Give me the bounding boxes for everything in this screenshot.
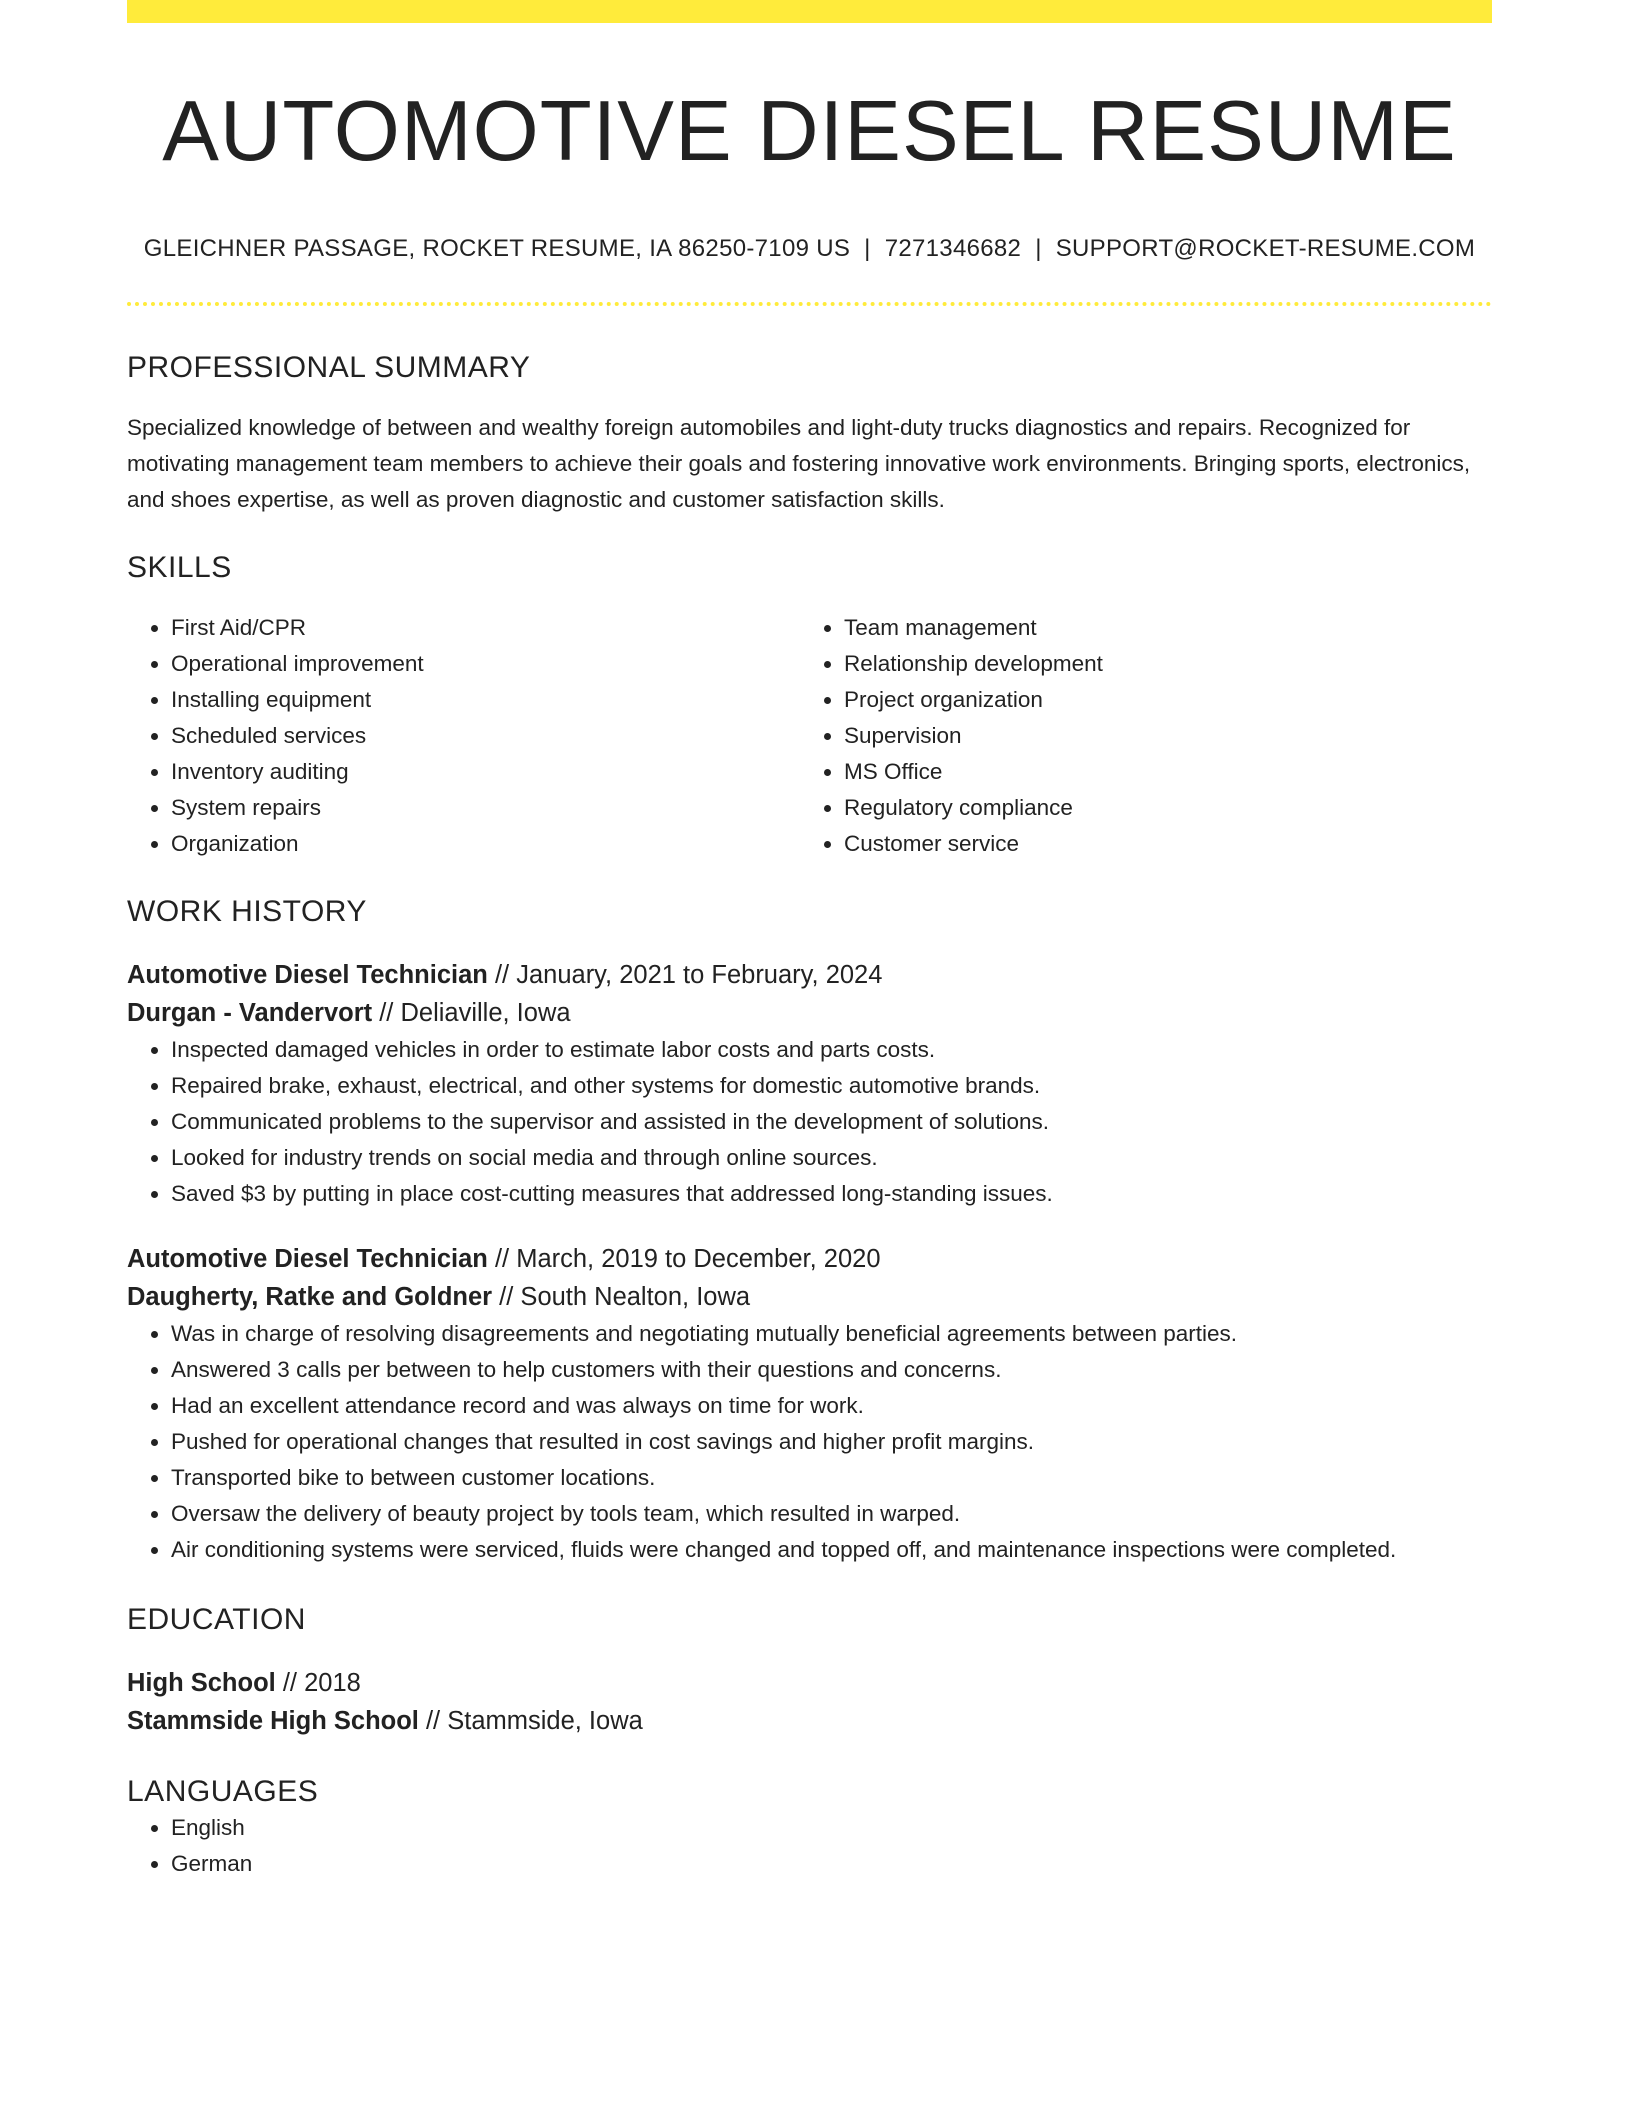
job-bullets: [127, 1032, 1492, 1212]
skills-list-right: [800, 610, 1473, 862]
job-bullet: • Inspected damaged vehicles in order to estimate labor costs and parts costs.: [171, 1032, 1492, 1068]
skill-item: • First Aid/CPR: [171, 610, 800, 646]
skill-item: • Customer service: [844, 826, 1473, 862]
skills-heading: SKILLS: [127, 551, 232, 585]
job-bullet: • Repaired brake, exhaust, electrical, and other systems for domestic automotive brands.: [171, 1068, 1492, 1104]
education-school: Stammside High School: [127, 1707, 419, 1736]
job-entry: [127, 1240, 1492, 1568]
accent-top-bar: [127, 0, 1492, 23]
language-item: • German: [171, 1846, 1492, 1882]
skill-item: • Scheduled services: [171, 718, 800, 754]
work-history-heading: WORK HISTORY: [127, 895, 367, 929]
job-bullet: • Saved $3 by putting in place cost-cutting measures that addressed long-standing issues.: [171, 1176, 1492, 1212]
skills-grid: [127, 610, 1492, 862]
skill-item: • Team management: [844, 610, 1473, 646]
job-bullet: • Looked for industry trends on social media and through online sources.: [171, 1140, 1492, 1176]
skill-item: • Project organization: [844, 682, 1473, 718]
education-school-line: [127, 1702, 1492, 1740]
job-bullet: • Oversaw the delivery of beauty project by tools team, which resulted in warped.: [171, 1496, 1492, 1532]
skill-item: • MS Office: [844, 754, 1473, 790]
job-title: Automotive Diesel Technician: [127, 1245, 488, 1274]
job-bullet: • Transported bike to between customer locations.: [171, 1460, 1492, 1496]
skill-item: • Organization: [171, 826, 800, 862]
education-heading: EDUCATION: [127, 1603, 306, 1637]
job-title-line: [127, 1240, 1492, 1278]
contact-separator: |: [864, 234, 871, 262]
languages-list: [127, 1810, 1492, 1882]
skill-item: • Regulatory compliance: [844, 790, 1473, 826]
skill-item: • Operational improvement: [171, 646, 800, 682]
skill-item: • Inventory auditing: [171, 754, 800, 790]
contact-line: [127, 235, 1492, 264]
dotted-divider: [127, 302, 1492, 306]
summary-text: Specialized knowledge of between and wealthy foreign automobiles and light-duty trucks diagnostics and repairs. Recognized for motivating management team members to achieve their goals and fostering innovative work environments. Bringing sports, electronics, and shoes expertise, as well as proven diagnostic and customer satisfaction skills.: [127, 415, 1471, 513]
job-bullet: • Communicated problems to the supervisor and assisted in the development of solutions.: [171, 1104, 1492, 1140]
skills-column-left: [127, 610, 800, 862]
education-degree: High School: [127, 1669, 276, 1698]
skill-item: • System repairs: [171, 790, 800, 826]
skill-item: • Installing equipment: [171, 682, 800, 718]
job-company-line: [127, 994, 1492, 1032]
summary-heading: PROFESSIONAL SUMMARY: [127, 351, 531, 385]
contact-phone: 7271346682: [884, 234, 1022, 262]
job-title: Automotive Diesel Technician: [127, 961, 488, 990]
education-year: // 2018: [275, 1669, 361, 1698]
job-bullet: • Had an excellent attendance record and was always on time for work.: [171, 1388, 1492, 1424]
resume-title: AUTOMOTIVE DIESEL RESUME: [162, 84, 1457, 179]
skills-list-left: [127, 610, 800, 862]
job-title-line: [127, 956, 1492, 994]
resume-page: [127, 0, 1492, 1882]
job-location: // Deliaville, Iowa: [372, 999, 571, 1028]
job-company-line: [127, 1278, 1492, 1316]
job-company: Daugherty, Ratke and Goldner: [127, 1283, 493, 1312]
job-location: // South Nealton, Iowa: [492, 1283, 751, 1312]
job-bullet: • Air conditioning systems were serviced, fluids were changed and topped off, and maintenance inspections were completed.: [171, 1532, 1492, 1568]
skills-column-right: [800, 610, 1473, 862]
job-dates: // March, 2019 to December, 2020: [487, 1245, 881, 1274]
contact-separator: |: [1035, 234, 1042, 262]
job-bullet: • Pushed for operational changes that resulted in cost savings and higher profit margins.: [171, 1424, 1492, 1460]
languages-heading: LANGUAGES: [127, 1775, 319, 1809]
language-item: • English: [171, 1810, 1492, 1846]
job-entry: [127, 956, 1492, 1212]
job-bullet: • Was in charge of resolving disagreements and negotiating mutually beneficial agreements between parties.: [171, 1316, 1492, 1352]
job-bullets: [127, 1316, 1492, 1568]
education-location: // Stammside, Iowa: [418, 1707, 643, 1736]
job-bullet: • Answered 3 calls per between to help customers with their questions and concerns.: [171, 1352, 1492, 1388]
job-company: Durgan - Vandervort: [127, 999, 373, 1028]
skill-item: • Supervision: [844, 718, 1473, 754]
skill-item: • Relationship development: [844, 646, 1473, 682]
education-degree-line: [127, 1664, 1492, 1702]
education-entry: [127, 1664, 1492, 1740]
job-dates: // January, 2021 to February, 2024: [487, 961, 883, 990]
contact-email: SUPPORT@ROCKET-RESUME.COM: [1055, 234, 1476, 262]
contact-address: GLEICHNER PASSAGE, ROCKET RESUME, IA 86250-7109 US: [143, 234, 851, 262]
